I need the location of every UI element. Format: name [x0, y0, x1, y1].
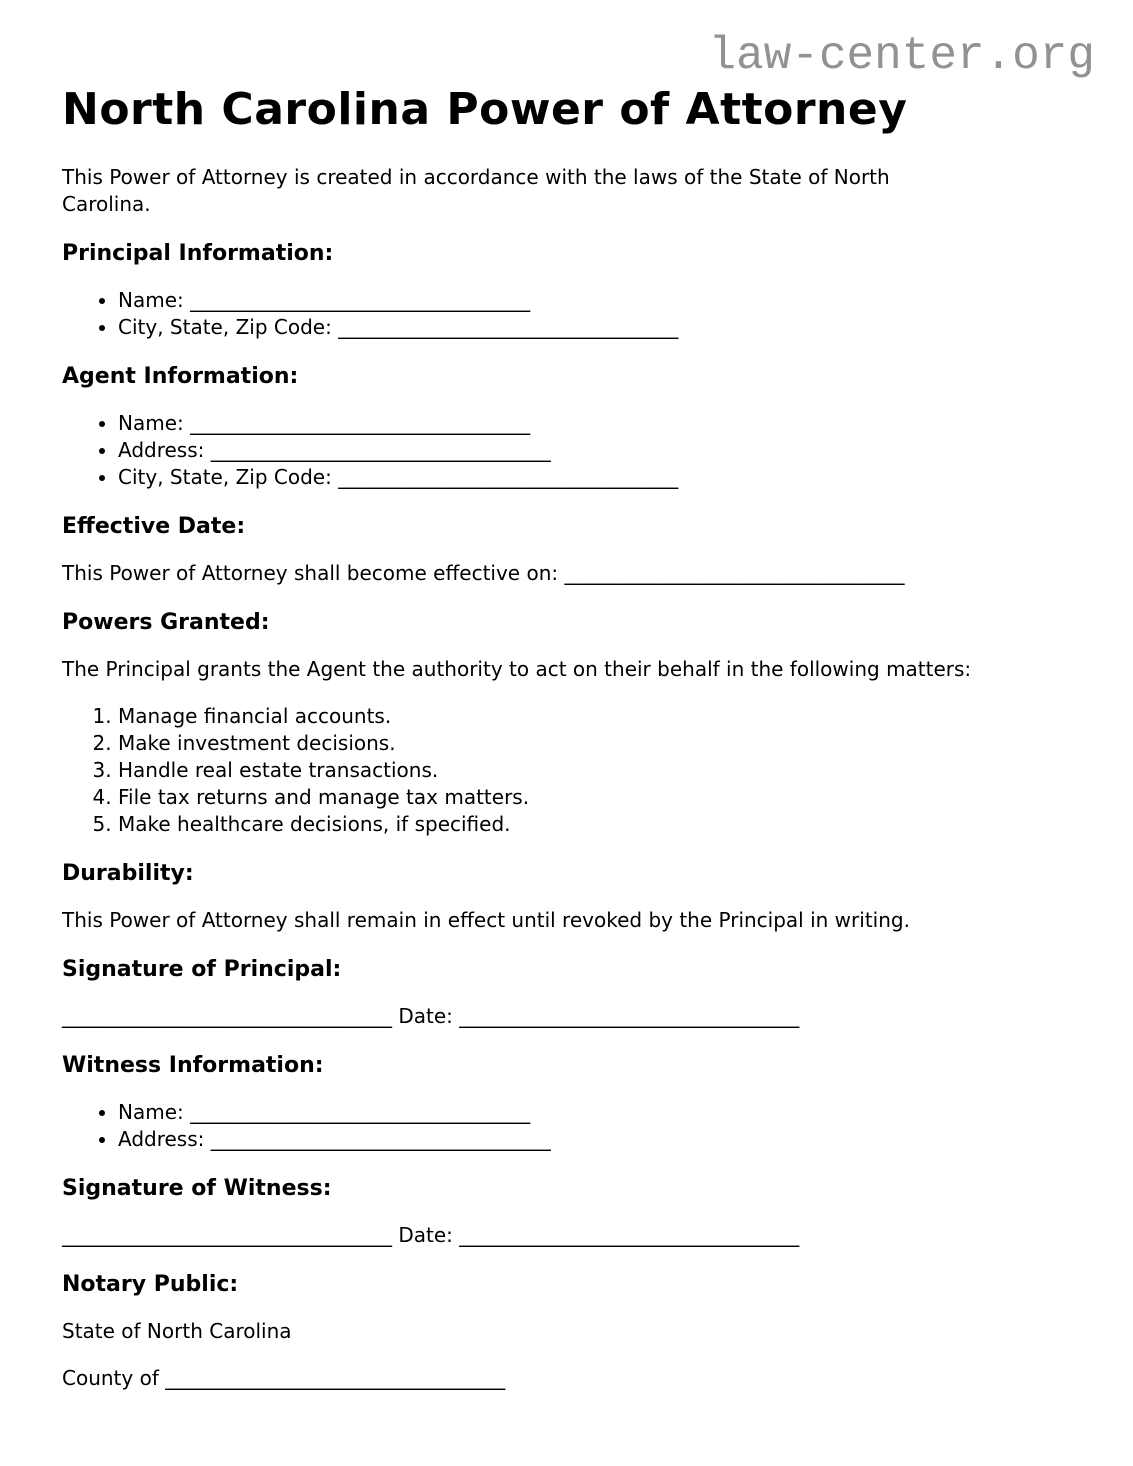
principal-information-heading: Principal Information: [62, 241, 334, 266]
witness-name-blank: __________________________________ [190, 1100, 531, 1124]
principal-city-state-zip-item [118, 314, 1095, 341]
intro-line-1: This Power of Attorney is created in accordance with the laws of the State of North [62, 165, 890, 189]
power-item-3: 3. Handle real estate transactions. [118, 757, 1095, 784]
witness-information-list [62, 1099, 1095, 1153]
witness-date-blank: __________________________________ [459, 1223, 800, 1247]
power-item-4: 4. File tax returns and manage tax matters. [118, 784, 1095, 811]
site-watermark: law-center.org [708, 30, 1095, 82]
agent-city-state-zip-label: City, State, Zip Code: [118, 465, 339, 489]
principal-name-item [118, 287, 1095, 314]
notary-county-label: County of [62, 1366, 166, 1390]
effective-date-label: This Power of Attorney shall become effective on: [62, 561, 565, 585]
intro-paragraph [62, 164, 1095, 218]
durability-heading: Durability: [62, 861, 194, 886]
notary-state-line: State of North Carolina [62, 1319, 292, 1343]
agent-address-label: Address: [118, 438, 211, 462]
intro-line-2: Carolina. [62, 192, 151, 216]
agent-address-blank: __________________________________ [210, 438, 551, 462]
effective-date-heading: Effective Date: [62, 514, 246, 539]
signature-of-witness-heading: Signature of Witness: [62, 1176, 332, 1201]
power-item-1: 1. Manage financial accounts. [118, 703, 1095, 730]
witness-date-label: Date: [392, 1223, 460, 1247]
powers-granted-heading: Powers Granted: [62, 610, 270, 635]
document-title: North Carolina Power of Attorney [62, 84, 908, 135]
notary-county-blank: __________________________________ [165, 1366, 506, 1390]
powers-granted-list [62, 703, 1095, 838]
agent-name-item [118, 410, 1095, 437]
effective-date-blank: __________________________________ [564, 561, 905, 585]
principal-name-label: Name: [118, 288, 191, 312]
effective-date-line [62, 560, 1095, 587]
power-item-5: 5. Make healthcare decisions, if specified. [118, 811, 1095, 838]
durability-text: This Power of Attorney shall remain in effect until revoked by the Principal in writing. [62, 908, 910, 932]
power-item-2: 2. Make investment decisions. [118, 730, 1095, 757]
witness-name-label: Name: [118, 1100, 191, 1124]
principal-city-state-zip-blank: __________________________________ [338, 315, 679, 339]
witness-address-item [118, 1126, 1095, 1153]
notary-county-line [62, 1365, 1095, 1392]
agent-city-state-zip-blank: __________________________________ [338, 465, 679, 489]
agent-address-item [118, 437, 1095, 464]
witness-address-blank: __________________________________ [210, 1127, 551, 1151]
witness-name-item [118, 1099, 1095, 1126]
witness-signature-blank: _________________________________ [62, 1223, 392, 1247]
notary-public-heading: Notary Public: [62, 1272, 239, 1297]
principal-date-blank: __________________________________ [459, 1004, 800, 1028]
agent-information-heading: Agent Information: [62, 364, 299, 389]
agent-name-label: Name: [118, 411, 191, 435]
principal-signature-blank: _________________________________ [62, 1004, 392, 1028]
agent-name-blank: __________________________________ [190, 411, 531, 435]
principal-information-list [62, 287, 1095, 341]
powers-granted-intro: The Principal grants the Agent the authority to act on their behalf in the following matters: [62, 657, 972, 681]
principal-date-label: Date: [392, 1004, 460, 1028]
witness-address-label: Address: [118, 1127, 211, 1151]
signature-of-principal-heading: Signature of Principal: [62, 957, 342, 982]
principal-signature-line [62, 1003, 1095, 1030]
principal-city-state-zip-label: City, State, Zip Code: [118, 315, 339, 339]
principal-name-blank: __________________________________ [190, 288, 531, 312]
witness-signature-line [62, 1222, 1095, 1249]
agent-city-state-zip-item [118, 464, 1095, 491]
witness-information-heading: Witness Information: [62, 1053, 324, 1078]
agent-information-list [62, 410, 1095, 491]
